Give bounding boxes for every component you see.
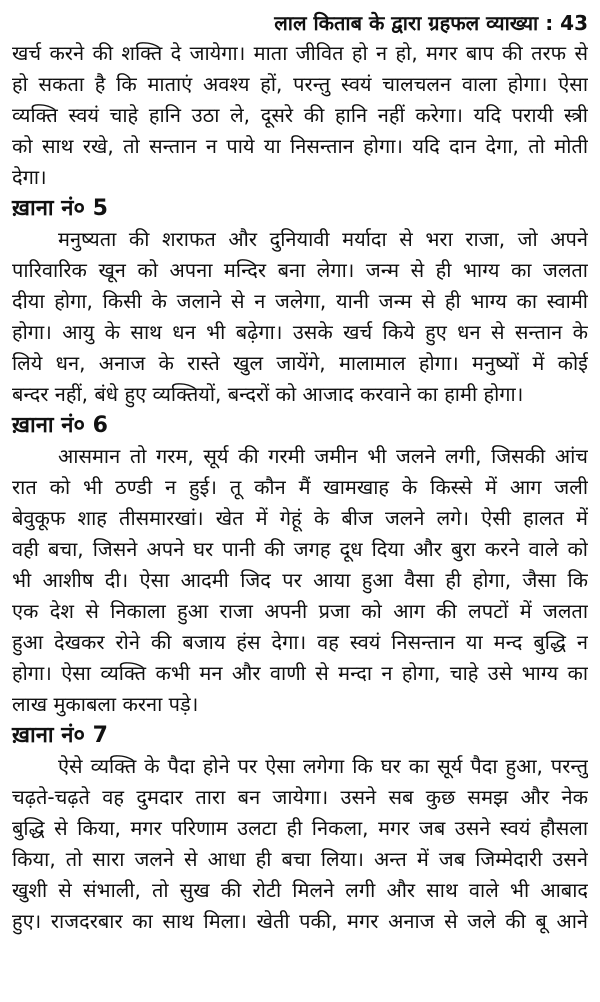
text-line: हुए। राजदरबार का साथ मिला। खेती पकी, मगर अनाज से जले की बू आने <box>12 909 588 933</box>
text-line: भी आशीष दी। ऐसा आदमी जिद पर आया हुआ वैसा ही होगा, जैसा कि <box>12 568 588 592</box>
text-line: वही बचा, जिसने अपने घर पानी की जगह दूध दिया और बुरा करने वाले को <box>12 537 588 561</box>
paragraph <box>12 751 588 937</box>
text-line: एक देश से निकाला हुआ राजा अपनी प्रजा को आग की लपटों में जलता <box>12 599 588 623</box>
text-line: व्यक्ति स्वयं चाहे हानि उठा ले, दूसरे की हानि नहीं करेगा। यदि परायी स्त्री <box>12 103 588 127</box>
paragraph <box>12 224 588 410</box>
text-line: ऐसे व्यक्ति के पैदा होने पर ऐसा लगेगा कि घर का सूर्य पैदा हुआ, परन्तु <box>58 754 588 778</box>
section-heading: ख़ाना नं० 6 <box>12 413 108 438</box>
text-line: रात को भी ठण्डी न हुई। तू कौन मैं खामखाह के किस्से में आग जली <box>12 475 588 499</box>
text-line: देगा। <box>12 165 47 189</box>
text-line: किया, तो सारा जलने से आधा ही बचा लिया। अन्त में जब जिम्मेदारी उसने <box>12 847 588 871</box>
text-line: बुद्धि से किया, मगर परिणाम उलटा ही निकला, मगर जब उसने स्वयं हौसला <box>12 816 588 840</box>
text-line: खुशी से संभाली, तो सुख की रोटी मिलने लगी और साथ वाले भी आबाद <box>12 878 588 902</box>
section-heading: ख़ाना नं० 7 <box>12 723 108 748</box>
text-line: लिये धन, अनाज के रास्ते खुल जायेंगे, मालामाल होगा। मनुष्यों में कोई <box>12 351 588 375</box>
paragraph <box>12 441 588 720</box>
text-line: बन्दर नहीं, बंधे हुए व्यक्तियों, बन्दरों को आजाद करवाने का हामी होगा। <box>12 382 524 406</box>
text-line: खर्च करने की शक्ति दे जायेगा। माता जीवित हो न हो, मगर बाप की तरफ से <box>12 41 588 65</box>
text-line: बेवुकूफ शाह तीसमारखां। खेत में गेहूं के बीज जलने लगे। ऐसी हालत में <box>12 506 588 530</box>
text-line: को साथ रखे, तो सन्तान न पाये या निसन्तान होगा। यदि दान देगा, तो मोती <box>12 134 588 158</box>
section-heading: ख़ाना नं० 5 <box>12 196 108 221</box>
text-line: दीया होगा, किसी के जलाने से न जलेगा, यानी जन्म से ही भाग्य का स्वामी <box>12 289 588 313</box>
running-header: लाल किताब के द्वारा ग्रहफल व्याख्या : 43 <box>274 11 588 35</box>
paragraph <box>12 38 588 193</box>
text-line: हुआ देखकर रोने की बजाय हंस देगा। वह स्वयं निसन्तान या मन्द बुद्धि न <box>12 630 588 654</box>
page-body <box>12 38 588 937</box>
text-line: होगा। ऐसा व्यक्ति कभी मन और वाणी से मन्दा न होगा, चाहे उसे भाग्य का <box>12 661 588 685</box>
text-line: लाख मुकाबला करना पड़े। <box>12 692 199 716</box>
text-line: मनुष्यता की शराफत और दुनियावी मर्यादा से भरा राजा, जो अपने <box>58 227 588 251</box>
text-line: आसमान तो गरम, सूर्य की गरमी जमीन भी जलने लगी, जिसकी आंच <box>58 444 588 468</box>
text-line: चढ़ते-चढ़ते वह दुमदार तारा बन जायेगा। उसने सब कुछ समझ और नेक <box>12 785 588 809</box>
text-line: हो सकता है कि माताएं अवश्य हों, परन्तु स्वयं चालचलन वाला होगा। ऐसा <box>12 72 588 96</box>
text-line: होगा। आयु के साथ धन भी बढ़ेगा। उसके खर्च किये हुए धन से सन्तान के <box>12 320 588 344</box>
text-line: पारिवारिक खून को अपना मन्दिर बना लेगा। जन्म से ही भाग्य का जलता <box>12 258 588 282</box>
